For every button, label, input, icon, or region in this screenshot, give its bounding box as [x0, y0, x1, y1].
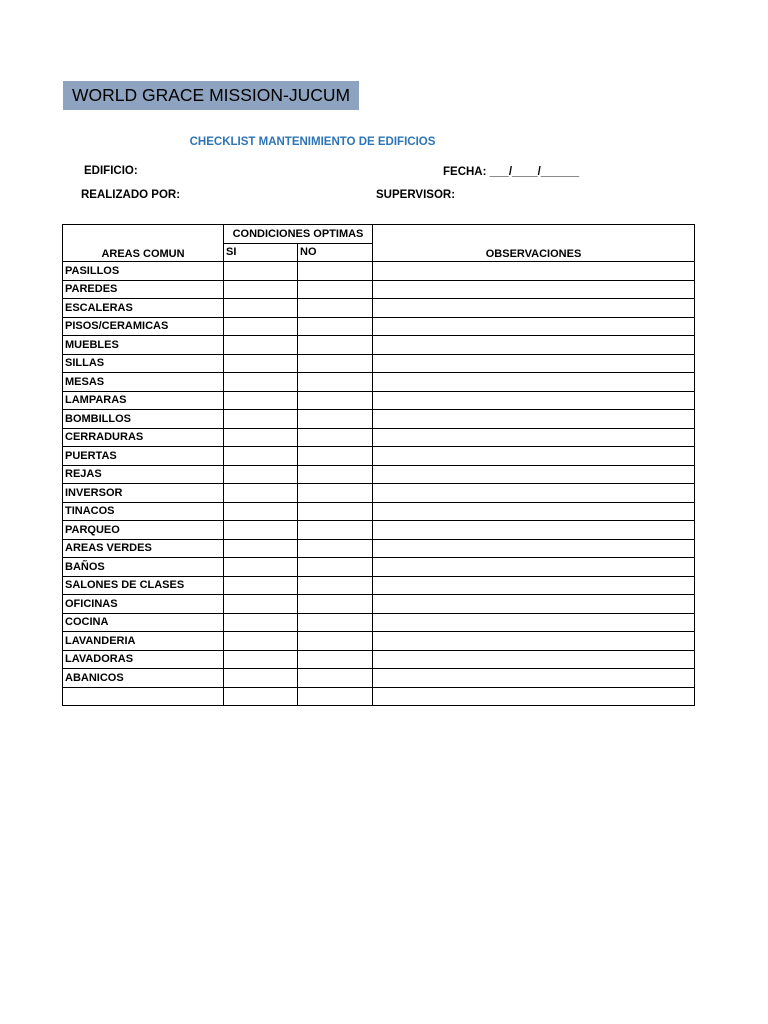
header-row — [63, 225, 695, 244]
observaciones-cell[interactable] — [373, 447, 695, 466]
si-checkbox-cell[interactable] — [224, 262, 298, 281]
observaciones-cell[interactable] — [373, 521, 695, 540]
supervisor-field-label: SUPERVISOR: — [376, 189, 456, 201]
table-row — [63, 650, 695, 669]
area-name-cell: ESCALERAS — [63, 299, 224, 318]
area-name-cell: INVERSOR — [63, 484, 224, 503]
no-checkbox-cell[interactable] — [298, 354, 373, 373]
table-row — [63, 262, 695, 281]
si-checkbox-cell[interactable] — [224, 447, 298, 466]
observaciones-cell[interactable] — [373, 669, 695, 688]
area-name-cell: LAVADORAS — [63, 650, 224, 669]
area-name-cell: PISOS/CERAMICAS — [63, 317, 224, 336]
table-row — [63, 484, 695, 503]
no-checkbox-cell[interactable] — [298, 650, 373, 669]
si-checkbox-cell[interactable] — [224, 280, 298, 299]
no-checkbox-cell[interactable] — [298, 336, 373, 355]
observaciones-cell[interactable] — [373, 502, 695, 521]
area-name-cell: PUERTAS — [63, 447, 224, 466]
observaciones-cell[interactable] — [373, 262, 695, 281]
observaciones-cell[interactable] — [373, 465, 695, 484]
table-row — [63, 502, 695, 521]
observaciones-cell[interactable] — [373, 539, 695, 558]
table-row — [63, 336, 695, 355]
table-row — [63, 428, 695, 447]
observaciones-cell[interactable] — [373, 391, 695, 410]
area-name-cell — [63, 687, 224, 706]
observaciones-cell[interactable] — [373, 595, 695, 614]
si-checkbox-cell[interactable] — [224, 428, 298, 447]
header-condiciones-optimas: CONDICIONES OPTIMAS — [224, 225, 373, 244]
si-checkbox-cell[interactable] — [224, 336, 298, 355]
table-row — [63, 299, 695, 318]
no-checkbox-cell[interactable] — [298, 391, 373, 410]
table-row — [63, 373, 695, 392]
no-checkbox-cell[interactable] — [298, 410, 373, 429]
observaciones-cell[interactable] — [373, 558, 695, 577]
si-checkbox-cell[interactable] — [224, 391, 298, 410]
no-checkbox-cell[interactable] — [298, 632, 373, 651]
area-name-cell: BAÑOS — [63, 558, 224, 577]
no-checkbox-cell[interactable] — [298, 595, 373, 614]
area-name-cell: AREAS VERDES — [63, 539, 224, 558]
observaciones-cell[interactable] — [373, 613, 695, 632]
header-observaciones: OBSERVACIONES — [373, 225, 695, 262]
edificio-field-label: EDIFICIO: — [84, 165, 138, 177]
observaciones-cell[interactable] — [373, 650, 695, 669]
table-row — [63, 669, 695, 688]
table-row — [63, 391, 695, 410]
no-checkbox-cell[interactable] — [298, 484, 373, 503]
table-row — [63, 576, 695, 595]
no-checkbox-cell[interactable] — [298, 262, 373, 281]
area-name-cell: MESAS — [63, 373, 224, 392]
table-row — [63, 317, 695, 336]
observaciones-cell[interactable] — [373, 632, 695, 651]
no-checkbox-cell[interactable] — [298, 447, 373, 466]
observaciones-cell[interactable] — [373, 317, 695, 336]
no-checkbox-cell[interactable] — [298, 428, 373, 447]
si-checkbox-cell[interactable] — [224, 558, 298, 577]
si-checkbox-cell[interactable] — [224, 502, 298, 521]
si-checkbox-cell[interactable] — [224, 465, 298, 484]
document-title: CHECKLIST MANTENIMIENTO DE EDIFICIOS — [189, 136, 436, 148]
no-checkbox-cell[interactable] — [298, 687, 373, 706]
si-checkbox-cell[interactable] — [224, 650, 298, 669]
table-row — [63, 613, 695, 632]
header-si: SI — [224, 243, 298, 262]
area-name-cell: LAMPARAS — [63, 391, 224, 410]
observaciones-cell[interactable] — [373, 410, 695, 429]
header-areas-comun: AREAS COMUN — [63, 225, 224, 262]
no-checkbox-cell[interactable] — [298, 558, 373, 577]
table-row — [63, 558, 695, 577]
table-row — [63, 280, 695, 299]
table-row — [63, 595, 695, 614]
si-checkbox-cell[interactable] — [224, 595, 298, 614]
area-name-cell: COCINA — [63, 613, 224, 632]
area-name-cell: REJAS — [63, 465, 224, 484]
observaciones-cell[interactable] — [373, 484, 695, 503]
table-row — [63, 447, 695, 466]
table-row — [63, 687, 695, 706]
si-checkbox-cell[interactable] — [224, 410, 298, 429]
table-row — [63, 521, 695, 540]
si-checkbox-cell[interactable] — [224, 354, 298, 373]
area-name-cell: MUEBLES — [63, 336, 224, 355]
si-checkbox-cell[interactable] — [224, 317, 298, 336]
checklist-body — [63, 262, 695, 706]
no-checkbox-cell[interactable] — [298, 539, 373, 558]
si-checkbox-cell[interactable] — [224, 687, 298, 706]
area-name-cell: BOMBILLOS — [63, 410, 224, 429]
area-name-cell: OFICINAS — [63, 595, 224, 614]
observaciones-cell[interactable] — [373, 299, 695, 318]
organization-banner: WORLD GRACE MISSION-JUCUM — [63, 81, 359, 110]
area-name-cell: PAREDES — [63, 280, 224, 299]
header-no: NO — [298, 243, 373, 262]
table-row — [63, 465, 695, 484]
si-checkbox-cell[interactable] — [224, 484, 298, 503]
area-name-cell: LAVANDERIA — [63, 632, 224, 651]
no-checkbox-cell[interactable] — [298, 576, 373, 595]
si-checkbox-cell[interactable] — [224, 539, 298, 558]
si-checkbox-cell[interactable] — [224, 299, 298, 318]
observaciones-cell[interactable] — [373, 373, 695, 392]
area-name-cell: TINACOS — [63, 502, 224, 521]
area-name-cell: PARQUEO — [63, 521, 224, 540]
no-checkbox-cell[interactable] — [298, 465, 373, 484]
si-checkbox-cell[interactable] — [224, 632, 298, 651]
area-name-cell: SILLAS — [63, 354, 224, 373]
si-checkbox-cell[interactable] — [224, 373, 298, 392]
si-checkbox-cell[interactable] — [224, 521, 298, 540]
no-checkbox-cell[interactable] — [298, 373, 373, 392]
no-checkbox-cell[interactable] — [298, 502, 373, 521]
table-row — [63, 354, 695, 373]
realizado-por-field-label: REALIZADO POR: — [81, 189, 181, 201]
si-checkbox-cell[interactable] — [224, 669, 298, 688]
observaciones-cell[interactable] — [373, 280, 695, 299]
no-checkbox-cell[interactable] — [298, 521, 373, 540]
observaciones-cell[interactable] — [373, 336, 695, 355]
area-name-cell: CERRADURAS — [63, 428, 224, 447]
area-name-cell: ABANICOS — [63, 669, 224, 688]
fecha-field-label: FECHA: ___/____/______ — [443, 166, 580, 178]
observaciones-cell[interactable] — [373, 687, 695, 706]
no-checkbox-cell[interactable] — [298, 669, 373, 688]
table-row — [63, 410, 695, 429]
area-name-cell: SALONES DE CLASES — [63, 576, 224, 595]
area-name-cell: PASILLOS — [63, 262, 224, 281]
table-row — [63, 632, 695, 651]
checklist-table — [62, 224, 695, 706]
table-row — [63, 539, 695, 558]
si-checkbox-cell[interactable] — [224, 576, 298, 595]
no-checkbox-cell[interactable] — [298, 280, 373, 299]
observaciones-cell[interactable] — [373, 428, 695, 447]
no-checkbox-cell[interactable] — [298, 299, 373, 318]
observaciones-cell[interactable] — [373, 354, 695, 373]
si-checkbox-cell[interactable] — [224, 613, 298, 632]
observaciones-cell[interactable] — [373, 576, 695, 595]
no-checkbox-cell[interactable] — [298, 613, 373, 632]
no-checkbox-cell[interactable] — [298, 317, 373, 336]
